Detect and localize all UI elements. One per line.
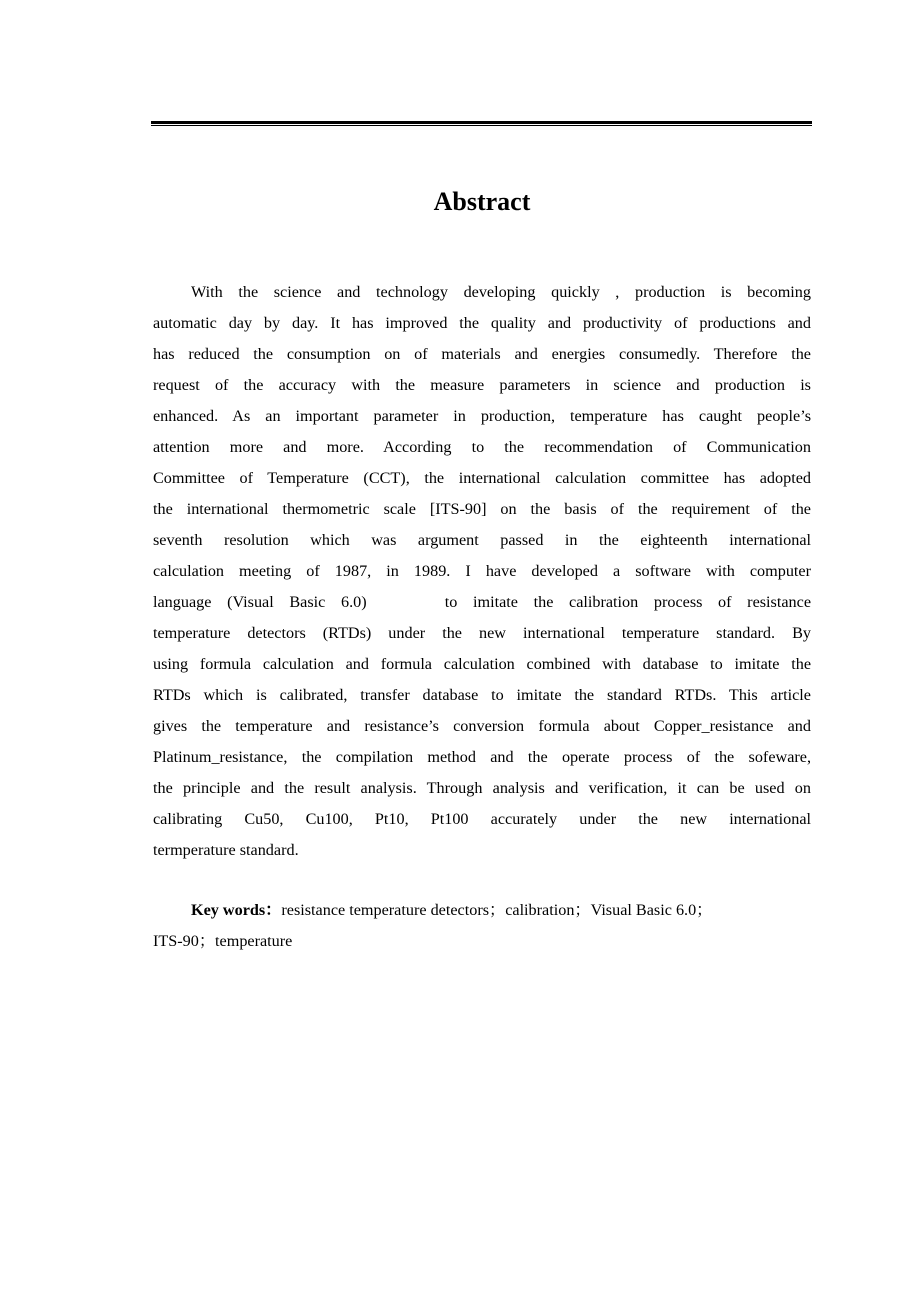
keywords-label: Key words： — [191, 901, 282, 919]
abstract-line: Committee of Temperature (CCT), the international calculation committee has adopted — [153, 469, 811, 487]
keywords-section — [153, 895, 811, 957]
abstract-line: enhanced. As an important parameter in production, temperature has caught people’s — [153, 407, 811, 425]
keywords-list-part-1: resistance temperature detectors；calibration；Visual Basic 6.0； — [281, 901, 713, 919]
keywords-line-2 — [153, 926, 811, 957]
abstract-line: calibrating Cu50, Cu100, Pt10, Pt100 accurately under the new international — [153, 810, 811, 828]
abstract-line: seventh resolution which was argument passed in the eighteenth international — [153, 531, 811, 549]
abstract-line: automatic day by day. It has improved the quality and productivity of productions and — [153, 314, 811, 332]
abstract-line: language (Visual Basic 6.0) to imitate the calibration process of resistance — [153, 593, 811, 611]
abstract-line: calculation meeting of 1987, in 1989. I have developed a software with computer — [153, 562, 811, 580]
abstract-line: has reduced the consumption on of materials and energies consumedly. Therefore the — [153, 345, 811, 363]
keywords-list-part-2: ITS-90；temperature — [153, 932, 293, 950]
abstract-line: the international thermometric scale [ITS-90] on the basis of the requirement of the — [153, 500, 811, 518]
abstract-body — [153, 277, 811, 866]
abstract-line: RTDs which is calibrated, transfer database to imitate the standard RTDs. This article — [153, 686, 811, 704]
header-rule — [151, 121, 812, 127]
abstract-line: Platinum_resistance, the compilation method and the operate process of the sofeware, — [153, 748, 811, 766]
header-rule-thick — [151, 121, 812, 124]
abstract-line: temperature detectors (RTDs) under the new international temperature standard. By — [153, 624, 811, 642]
header-rule-thin — [151, 125, 812, 126]
keywords-line-1 — [153, 895, 811, 926]
abstract-line: gives the temperature and resistance’s conversion formula about Copper_resistance and — [153, 717, 811, 735]
abstract-line: termperature standard. — [153, 841, 299, 859]
abstract-line: request of the accuracy with the measure parameters in science and production is — [153, 376, 811, 394]
abstract-line: attention more and more. According to the recommendation of Communication — [153, 438, 811, 456]
abstract-line: With the science and technology developing quickly , production is becoming — [191, 283, 811, 301]
abstract-line: using formula calculation and formula calculation combined with database to imitate the — [153, 655, 811, 673]
page-title: Abstract — [433, 187, 531, 216]
abstract-line: the principle and the result analysis. Through analysis and verification, it can be used on — [153, 779, 811, 797]
